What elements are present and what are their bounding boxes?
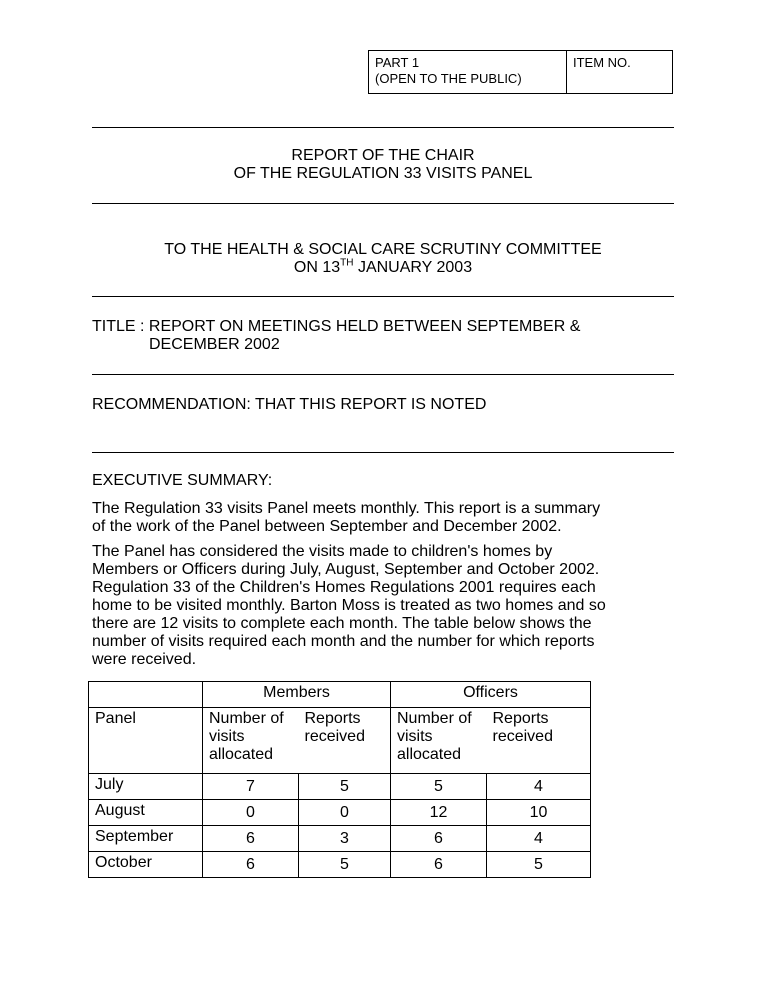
- month-cell: October: [89, 852, 203, 878]
- header-box: [368, 50, 673, 94]
- members-reports-cell: 5: [299, 774, 391, 800]
- officers-reports-cell: 4: [487, 826, 591, 852]
- officers-allocated-cell: 6: [391, 826, 487, 852]
- to-committee-block: [92, 241, 674, 277]
- members-allocated-cell: 7: [203, 774, 299, 800]
- divider: [92, 374, 674, 375]
- table-row: [89, 826, 591, 852]
- item-no-label: ITEM NO.: [573, 55, 631, 70]
- table-group-header-row: [89, 682, 591, 708]
- members-allocated-cell: 6: [203, 852, 299, 878]
- members-allocated-header: Number of visits allocated: [203, 708, 299, 774]
- visits-table: [88, 681, 591, 878]
- divider: [92, 296, 674, 297]
- divider: [92, 452, 674, 453]
- item-no-cell: [567, 51, 672, 93]
- officers-reports-cell: 4: [487, 774, 591, 800]
- members-reports-cell: 5: [299, 852, 391, 878]
- table-row: [89, 774, 591, 800]
- meeting-date: ON 13TH JANUARY 2003: [293, 257, 473, 276]
- part-label: PART 1: [375, 55, 420, 70]
- summary-paragraph-1: The Regulation 33 visits Panel meets monthly. This report is a summary of the work of the Panel between September and December 2002.: [92, 500, 601, 535]
- table-row: [89, 800, 591, 826]
- officers-allocated-header: Number of visits allocated: [391, 708, 487, 774]
- table-row: [89, 852, 591, 878]
- officers-reports-cell: 10: [487, 800, 591, 826]
- recommendation: RECOMMENDATION: THAT THIS REPORT IS NOTED: [92, 396, 487, 413]
- to-committee-line1: TO THE HEALTH & SOCIAL CARE SCRUTINY COMMITTEE: [164, 241, 602, 258]
- report-of-block: [92, 147, 674, 183]
- officers-allocated-cell: 5: [391, 774, 487, 800]
- members-reports-cell: 3: [299, 826, 391, 852]
- part-cell: [369, 51, 567, 93]
- members-reports-cell: 0: [299, 800, 391, 826]
- title-line2: DECEMBER 2002: [149, 336, 280, 353]
- title-line1: TITLE : REPORT ON MEETINGS HELD BETWEEN SEPTEMBER &: [92, 318, 581, 335]
- month-cell: September: [89, 826, 203, 852]
- members-group-header: Members: [203, 682, 391, 708]
- members-allocated-cell: 0: [203, 800, 299, 826]
- divider: [92, 203, 674, 204]
- report-of-line2: OF THE REGULATION 33 VISITS PANEL: [233, 165, 533, 182]
- table-column-header-row: [89, 708, 591, 774]
- members-reports-header: Reports received: [299, 708, 391, 774]
- officers-allocated-cell: 12: [391, 800, 487, 826]
- members-allocated-cell: 6: [203, 826, 299, 852]
- report-of-line1: REPORT OF THE CHAIR: [291, 147, 475, 164]
- divider: [92, 127, 674, 128]
- open-to-public-label: (OPEN TO THE PUBLIC): [375, 71, 522, 86]
- officers-allocated-cell: 6: [391, 852, 487, 878]
- officers-reports-cell: 5: [487, 852, 591, 878]
- officers-reports-header: Reports received: [487, 708, 591, 774]
- month-cell: July: [89, 774, 203, 800]
- panel-column-header: Panel: [89, 708, 203, 774]
- title-block: [92, 318, 682, 354]
- table-cell: [89, 682, 203, 708]
- officers-group-header: Officers: [391, 682, 591, 708]
- summary-heading: EXECUTIVE SUMMARY:: [92, 472, 273, 489]
- month-cell: August: [89, 800, 203, 826]
- summary-paragraph-2: The Panel has considered the visits made to children's homes by Members or Officers during July, August, September and October 2002. Regulation 33 of the Children's Homes Regulations 2001 requires each home to be visited monthly. Barton Moss is treated as two homes and so there are 12 visits to complete each month. The table below shows the number of visits required each month and the number for which reports were received.: [92, 543, 606, 668]
